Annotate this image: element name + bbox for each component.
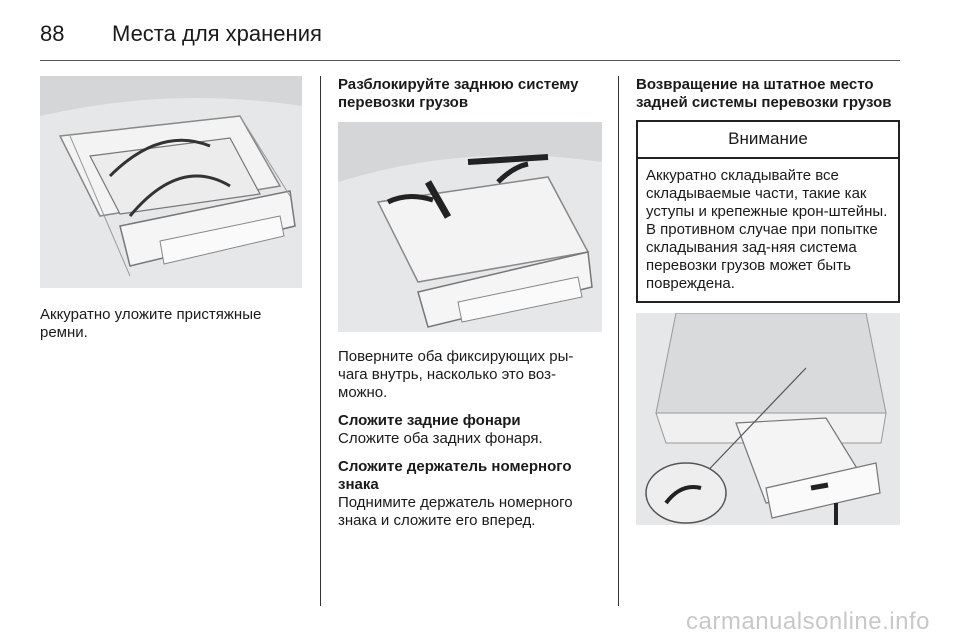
header-rule — [40, 60, 900, 61]
section-heading: Сложите задние фонари — [338, 412, 521, 429]
page-header — [40, 14, 322, 54]
column-divider — [618, 76, 619, 606]
column-divider — [320, 76, 321, 606]
column-1 — [40, 76, 302, 342]
watermark-text: carmanualsonline.info — [686, 608, 930, 635]
warning-title: Внимание — [638, 122, 898, 159]
instruction-text: Поднимите держатель номерного знака и сложите его вперед. — [338, 494, 573, 529]
section-heading: Возвращение на штатное место задней системы перевозки грузов — [636, 76, 892, 111]
warning-text: Аккуратно складывайте все складываемые части, такие как уступы и крепежные крон-штейны. В противном случае при попытке складывания зад-няя система перевозки грузов может быть повреждена. — [646, 167, 888, 292]
return-carrier-illustration — [636, 313, 900, 525]
column-3 — [636, 76, 900, 525]
page-title: Места для хранения — [112, 21, 322, 46]
instruction-text: Аккуратно уложите пристяжные ремни. — [40, 306, 262, 341]
column-2 — [338, 76, 602, 530]
unlock-levers-illustration — [338, 122, 602, 332]
strap-stowing-illustration — [40, 76, 302, 288]
section-heading: Сложите держатель номерного знака — [338, 458, 572, 493]
warning-box — [636, 120, 900, 303]
instruction-text: Сложите оба задних фонаря. — [338, 430, 543, 447]
instruction-text: Поверните оба фиксирующих ры-чага внутрь, насколько это воз-можно. — [338, 348, 574, 401]
section-heading: Разблокируйте заднюю систему перевозки грузов — [338, 76, 579, 111]
page-number: 88 — [40, 21, 65, 46]
